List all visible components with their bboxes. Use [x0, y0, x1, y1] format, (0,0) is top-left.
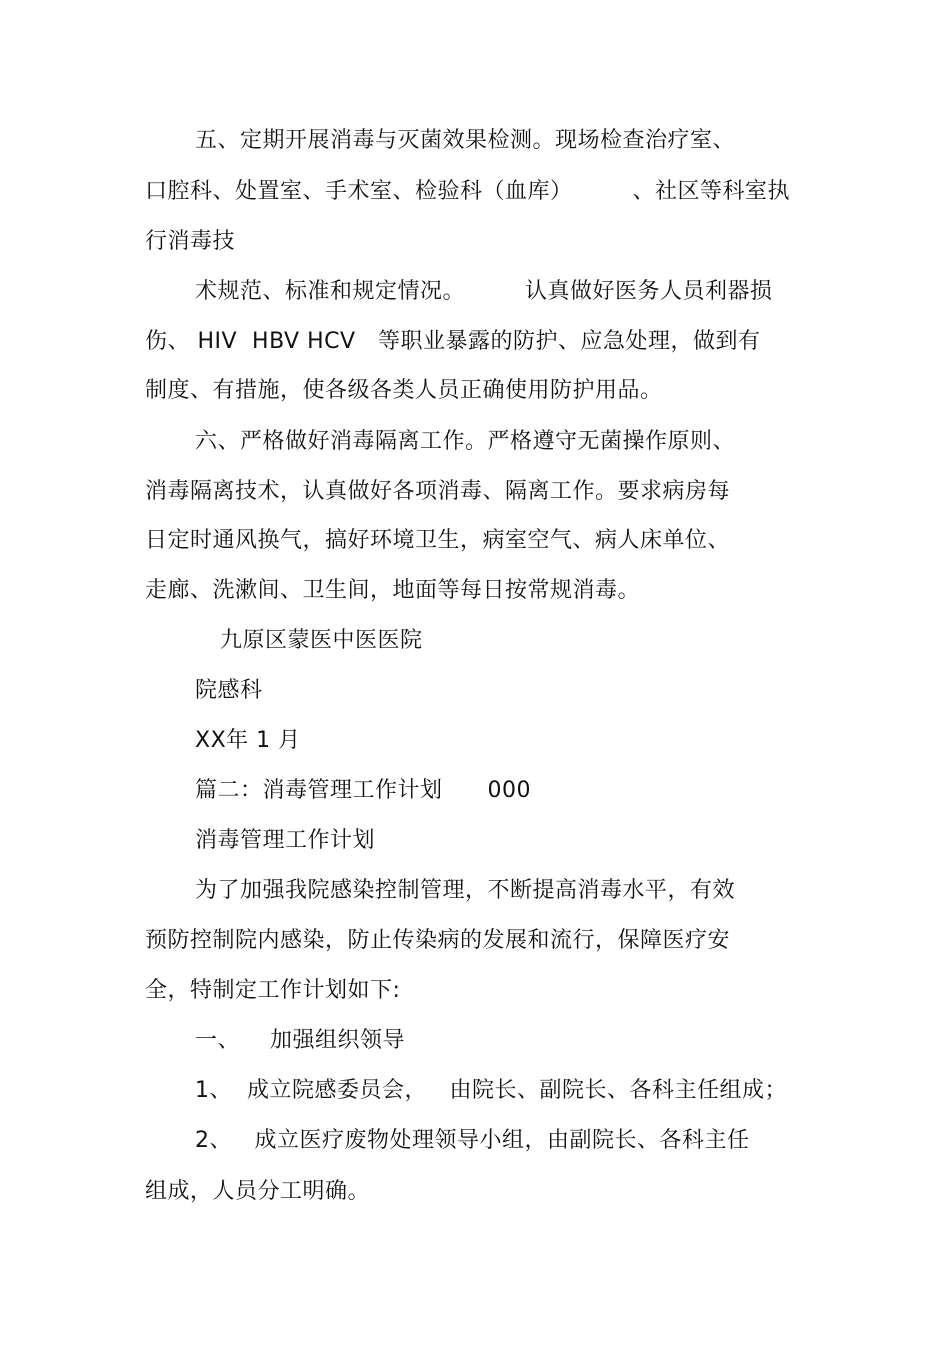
plan-title: 消毒管理工作计划 [195, 828, 376, 853]
department-name: 院感科 [195, 678, 263, 703]
organization-name: 九原区蒙医中医医院 [220, 628, 423, 653]
text-line: 消毒隔离技术，认真做好各项消毒、隔离工作。要求病房每 [145, 479, 731, 504]
text-line: 术规范、标准和规定情况。 认真做好医务人员利器损 [195, 279, 773, 304]
text-line: 预防控制院内感染，防止传染病的发展和流行，保障医疗安 [145, 928, 731, 953]
text-line: 口腔科、处置室、手术室、检验科（血库） 、社区等科室执 [145, 179, 790, 204]
text-line: 行消毒技 [145, 229, 236, 254]
document-date: XX年 1 月 [195, 728, 301, 753]
text-line: 伤、 HIV HBV HCV 等职业暴露的防护、应急处理，做到有 [145, 329, 761, 354]
text-line: 组成，人员分工明确。 [145, 1179, 371, 1204]
text-line: 全，特制定工作计划如下: [145, 978, 401, 1003]
list-item: 2、 成立医疗废物处理领导小组，由副院长、各科主任 [195, 1128, 750, 1153]
text-line: 制度、有措施，使各级各类人员正确使用防护用品。 [145, 378, 663, 403]
list-item: 1、 成立院感委员会， 由院长、副院长、各科主任组成； [195, 1078, 787, 1103]
text-line: 为了加强我院感染控制管理，不断提高消毒水平，有效 [195, 878, 736, 903]
text-line: 走廊、洗漱间、卫生间，地面等每日按常规消毒。 [145, 578, 641, 603]
list-heading: 一、 加强组织领导 [195, 1028, 405, 1053]
text-line: 五、定期开展消毒与灭菌效果检测。现场检查治疗室、 [195, 128, 736, 153]
text-line: 日定时通风换气，搞好环境卫生，病室空气、病人床单位、 [145, 528, 731, 553]
text-line: 六、严格做好消毒隔离工作。严格遵守无菌操作原则、 [195, 429, 736, 454]
section-heading: 篇二：消毒管理工作计划 000 [195, 778, 531, 803]
